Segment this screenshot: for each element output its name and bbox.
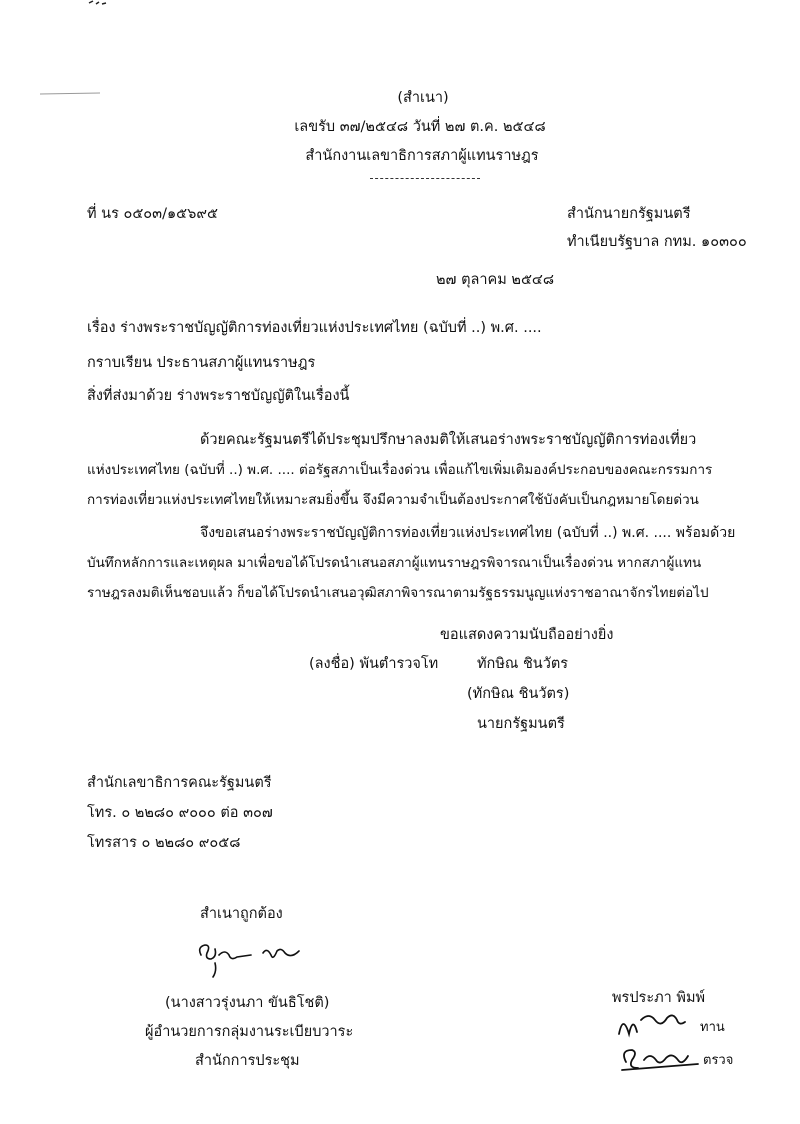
- typist-line: พรประภา พิมพ์: [612, 990, 706, 1006]
- enclosure: สิ่งที่ส่งมาด้วย ร่างพระราชบัญญัติในเรื่องนี้: [87, 388, 350, 404]
- checker-initials: [618, 1042, 704, 1074]
- para1-line3: การท่องเที่ยวแห่งประเทศไทยให้เหมาะสมยิ่งขึ้น จึงมีความจำเป็นต้องประกาศใช้บังคับเป็นกฎหมายโดยด่วน: [87, 492, 699, 508]
- signer-name: ทักษิณ ชินวัตร: [477, 656, 569, 672]
- sender-address: ทำเนียบรัฐบาล กทม. ๑๐๓๐๐: [567, 234, 747, 250]
- contact-phone: โทร. ๐ ๒๒๘๐ ๙๐๐๐ ต่อ ๓๐๗: [87, 805, 273, 821]
- contact-office: สำนักเลขาธิการคณะรัฐมนตรี: [87, 775, 272, 791]
- certifier-name: (นางสาวรุ่งนภา ขันธิโชติ): [165, 995, 330, 1011]
- scan-artifact-line: [40, 92, 100, 95]
- signer-title: นายกรัฐมนตรี: [477, 716, 565, 732]
- salutation: กราบเรียน ประธานสภาผู้แทนราษฎร: [87, 355, 316, 371]
- para1-line2: แห่งประเทศไทย (ฉบับที่ ..) พ.ศ. .... ต่อรัฐสภาเป็นเรื่องด่วน เพื่อแก้ไขเพิ่มเติมองค์ประกอบของคณะกรรมการ: [87, 462, 713, 478]
- scriber-label: ทาน: [700, 1020, 725, 1035]
- closing: ขอแสดงความนับถืออย่างยิ่ง: [440, 627, 614, 643]
- contact-fax: โทรสาร ๐ ๒๒๘๐ ๙๐๕๘: [87, 835, 241, 851]
- signer-name-parenthesized: (ทักษิณ ชินวัตร): [467, 686, 570, 702]
- subject-line: เรื่อง ร่างพระราชบัญญัติการท่องเที่ยวแห่งประเทศไทย (ฉบับที่ ..) พ.ศ. ....: [87, 320, 542, 336]
- scan-artifact-mark: [88, 0, 108, 6]
- sender-office: สำนักนายกรัฐมนตรี: [567, 206, 691, 222]
- para1-line1: ด้วยคณะรัฐมนตรีได้ประชุมปรึกษาลงมติให้เสนอร่างพระราชบัญญัติการท่องเที่ยว: [200, 432, 697, 448]
- para2-line3: ราษฎรลงมติเห็นชอบแล้ว ก็ขอได้โปรดนำเสนอวุฒิสภาพิจารณาตามรัฐธรรมนูญแห่งราชอาณาจักรไทยต่อไป: [87, 585, 709, 601]
- document-number: ที่ นร ๐๕๐๓/๑๕๖๙๕: [87, 206, 218, 222]
- certifier-office: สำนักการประชุม: [195, 1053, 300, 1069]
- certifier-signature: [195, 937, 305, 979]
- scriber-initials: [615, 1008, 695, 1042]
- certified-copy-label: สำเนาถูกต้อง: [200, 906, 283, 922]
- para2-line1: จึงขอเสนอร่างพระราชบัญญัติการท่องเที่ยวแห่งประเทศไทย (ฉบับที่ ..) พ.ศ. .... พร้อมด้วย: [200, 525, 736, 541]
- receipt-line: เลขรับ ๓๗/๒๕๔๘ วันที่ ๒๗ ต.ค. ๒๕๔๘: [294, 119, 546, 135]
- checker-label: ตรวจ: [703, 1053, 734, 1068]
- para2-line2: บันทึกหลักการและเหตุผล มาเพื่อขอได้โปรดนำเสนอสภาผู้แทนราษฎรพิจารณาเป็นเรื่องด่วน หากสภาผู้แทน: [87, 555, 702, 571]
- copy-label: (สำเนา): [397, 90, 449, 106]
- parliament-office: สำนักงานเลขาธิการสภาผู้แทนราษฎร: [305, 148, 539, 164]
- signed-label: (ลงชื่อ) พันตำรวจโท: [309, 656, 439, 672]
- header-divider: [370, 178, 480, 179]
- certifier-title: ผู้อำนวยการกลุ่มงานระเบียบวาระ: [145, 1024, 354, 1040]
- letter-date: ๒๗ ตุลาคม ๒๕๔๘: [436, 272, 555, 288]
